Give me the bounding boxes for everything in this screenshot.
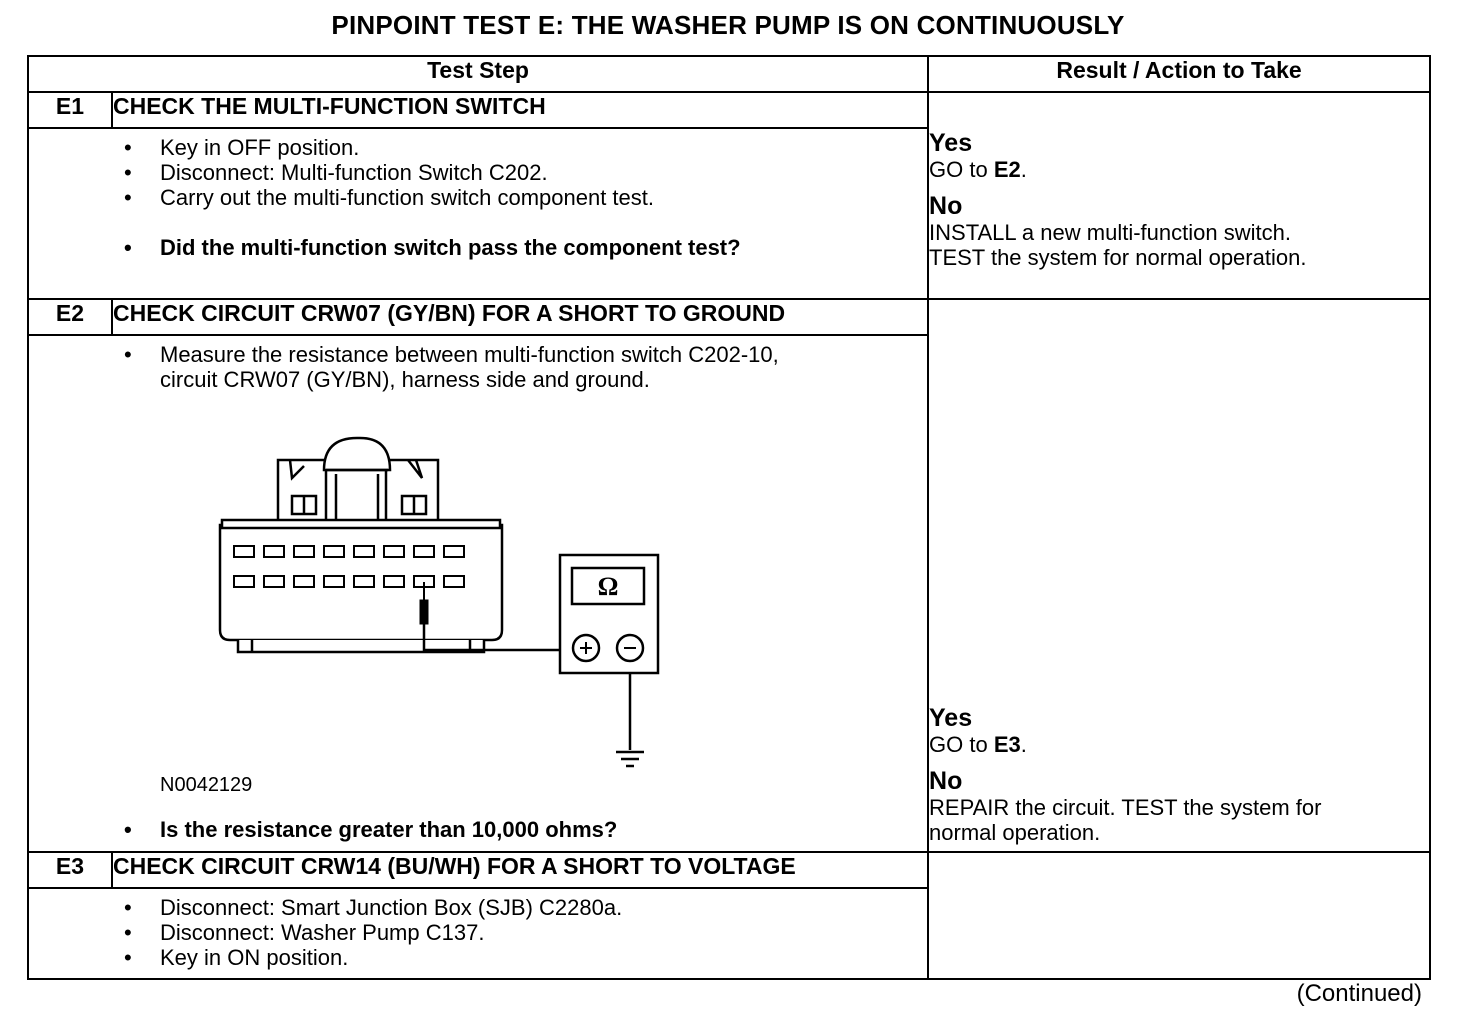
yes-action: GO to E3. [929, 732, 1027, 757]
result-header: Result / Action to Take [928, 56, 1430, 92]
list-item: • Carry out the multi-function switch component test. [112, 185, 927, 210]
step-e3-result [928, 852, 1430, 979]
step-question: • Did the multi-function switch pass the component test? [112, 235, 927, 260]
no-action-line: INSTALL a new multi-function switch. [929, 220, 1291, 245]
step-reference: E3 [993, 732, 1021, 757]
step-title: CHECK THE MULTI-FUNCTION SWITCH [112, 92, 928, 128]
step-title: CHECK CIRCUIT CRW07 (GY/BN) FOR A SHORT TO GROUND [112, 299, 928, 335]
step-e3-body [112, 888, 928, 979]
pinpoint-test-table [27, 55, 1431, 980]
no-action-line: normal operation. [929, 820, 1101, 845]
ohm-symbol: Ω [597, 572, 619, 601]
header-row [28, 56, 1430, 92]
step-e2-result [928, 299, 1430, 852]
step-title: CHECK CIRCUIT CRW14 (BU/WH) FOR A SHORT TO VOLTAGE [112, 852, 928, 888]
no-label: No [929, 192, 963, 220]
step-e2-body [112, 335, 928, 852]
step-e1-body [112, 128, 928, 299]
multimeter-connector-illustration [212, 430, 682, 775]
step-code: E3 [28, 852, 112, 888]
list-item: • Disconnect: Washer Pump C137. [112, 920, 927, 945]
connector-diagram [112, 392, 927, 817]
step-reference: E2 [993, 157, 1021, 182]
list-item: • Disconnect: Multi-function Switch C202. [112, 160, 927, 185]
step-e3-title-row [28, 852, 1430, 888]
yes-label: Yes [929, 129, 973, 157]
step-e1-title-row [28, 92, 1430, 128]
step-code: E2 [28, 299, 112, 335]
list-item: • Disconnect: Smart Junction Box (SJB) C2280a. [112, 895, 927, 920]
no-label: No [929, 767, 963, 795]
yes-label: Yes [929, 704, 973, 732]
list-item: • Key in ON position. [112, 945, 927, 970]
step-e2-title-row [28, 299, 1430, 335]
no-action-line: TEST the system for normal operation. [929, 245, 1307, 270]
test-step-header: Test Step [28, 56, 928, 92]
figure-id: N0042129 [160, 774, 253, 796]
page-title: PINPOINT TEST E: THE WASHER PUMP IS ON CONTINUOUSLY [331, 10, 1125, 40]
list-item: • Measure the resistance between multi-function switch C202-10, circuit CRW07 (GY/BN), harness side and ground. [112, 342, 927, 392]
step-question: • Is the resistance greater than 10,000 ohms? [112, 817, 927, 842]
yes-action: GO to E2. [929, 157, 1027, 182]
step-e1-result [928, 92, 1430, 299]
list-item: • Key in OFF position. [112, 135, 927, 160]
step-code: E1 [28, 92, 112, 128]
continued-note: (Continued) [1296, 980, 1422, 1007]
no-action-line: REPAIR the circuit. TEST the system for [929, 795, 1322, 820]
